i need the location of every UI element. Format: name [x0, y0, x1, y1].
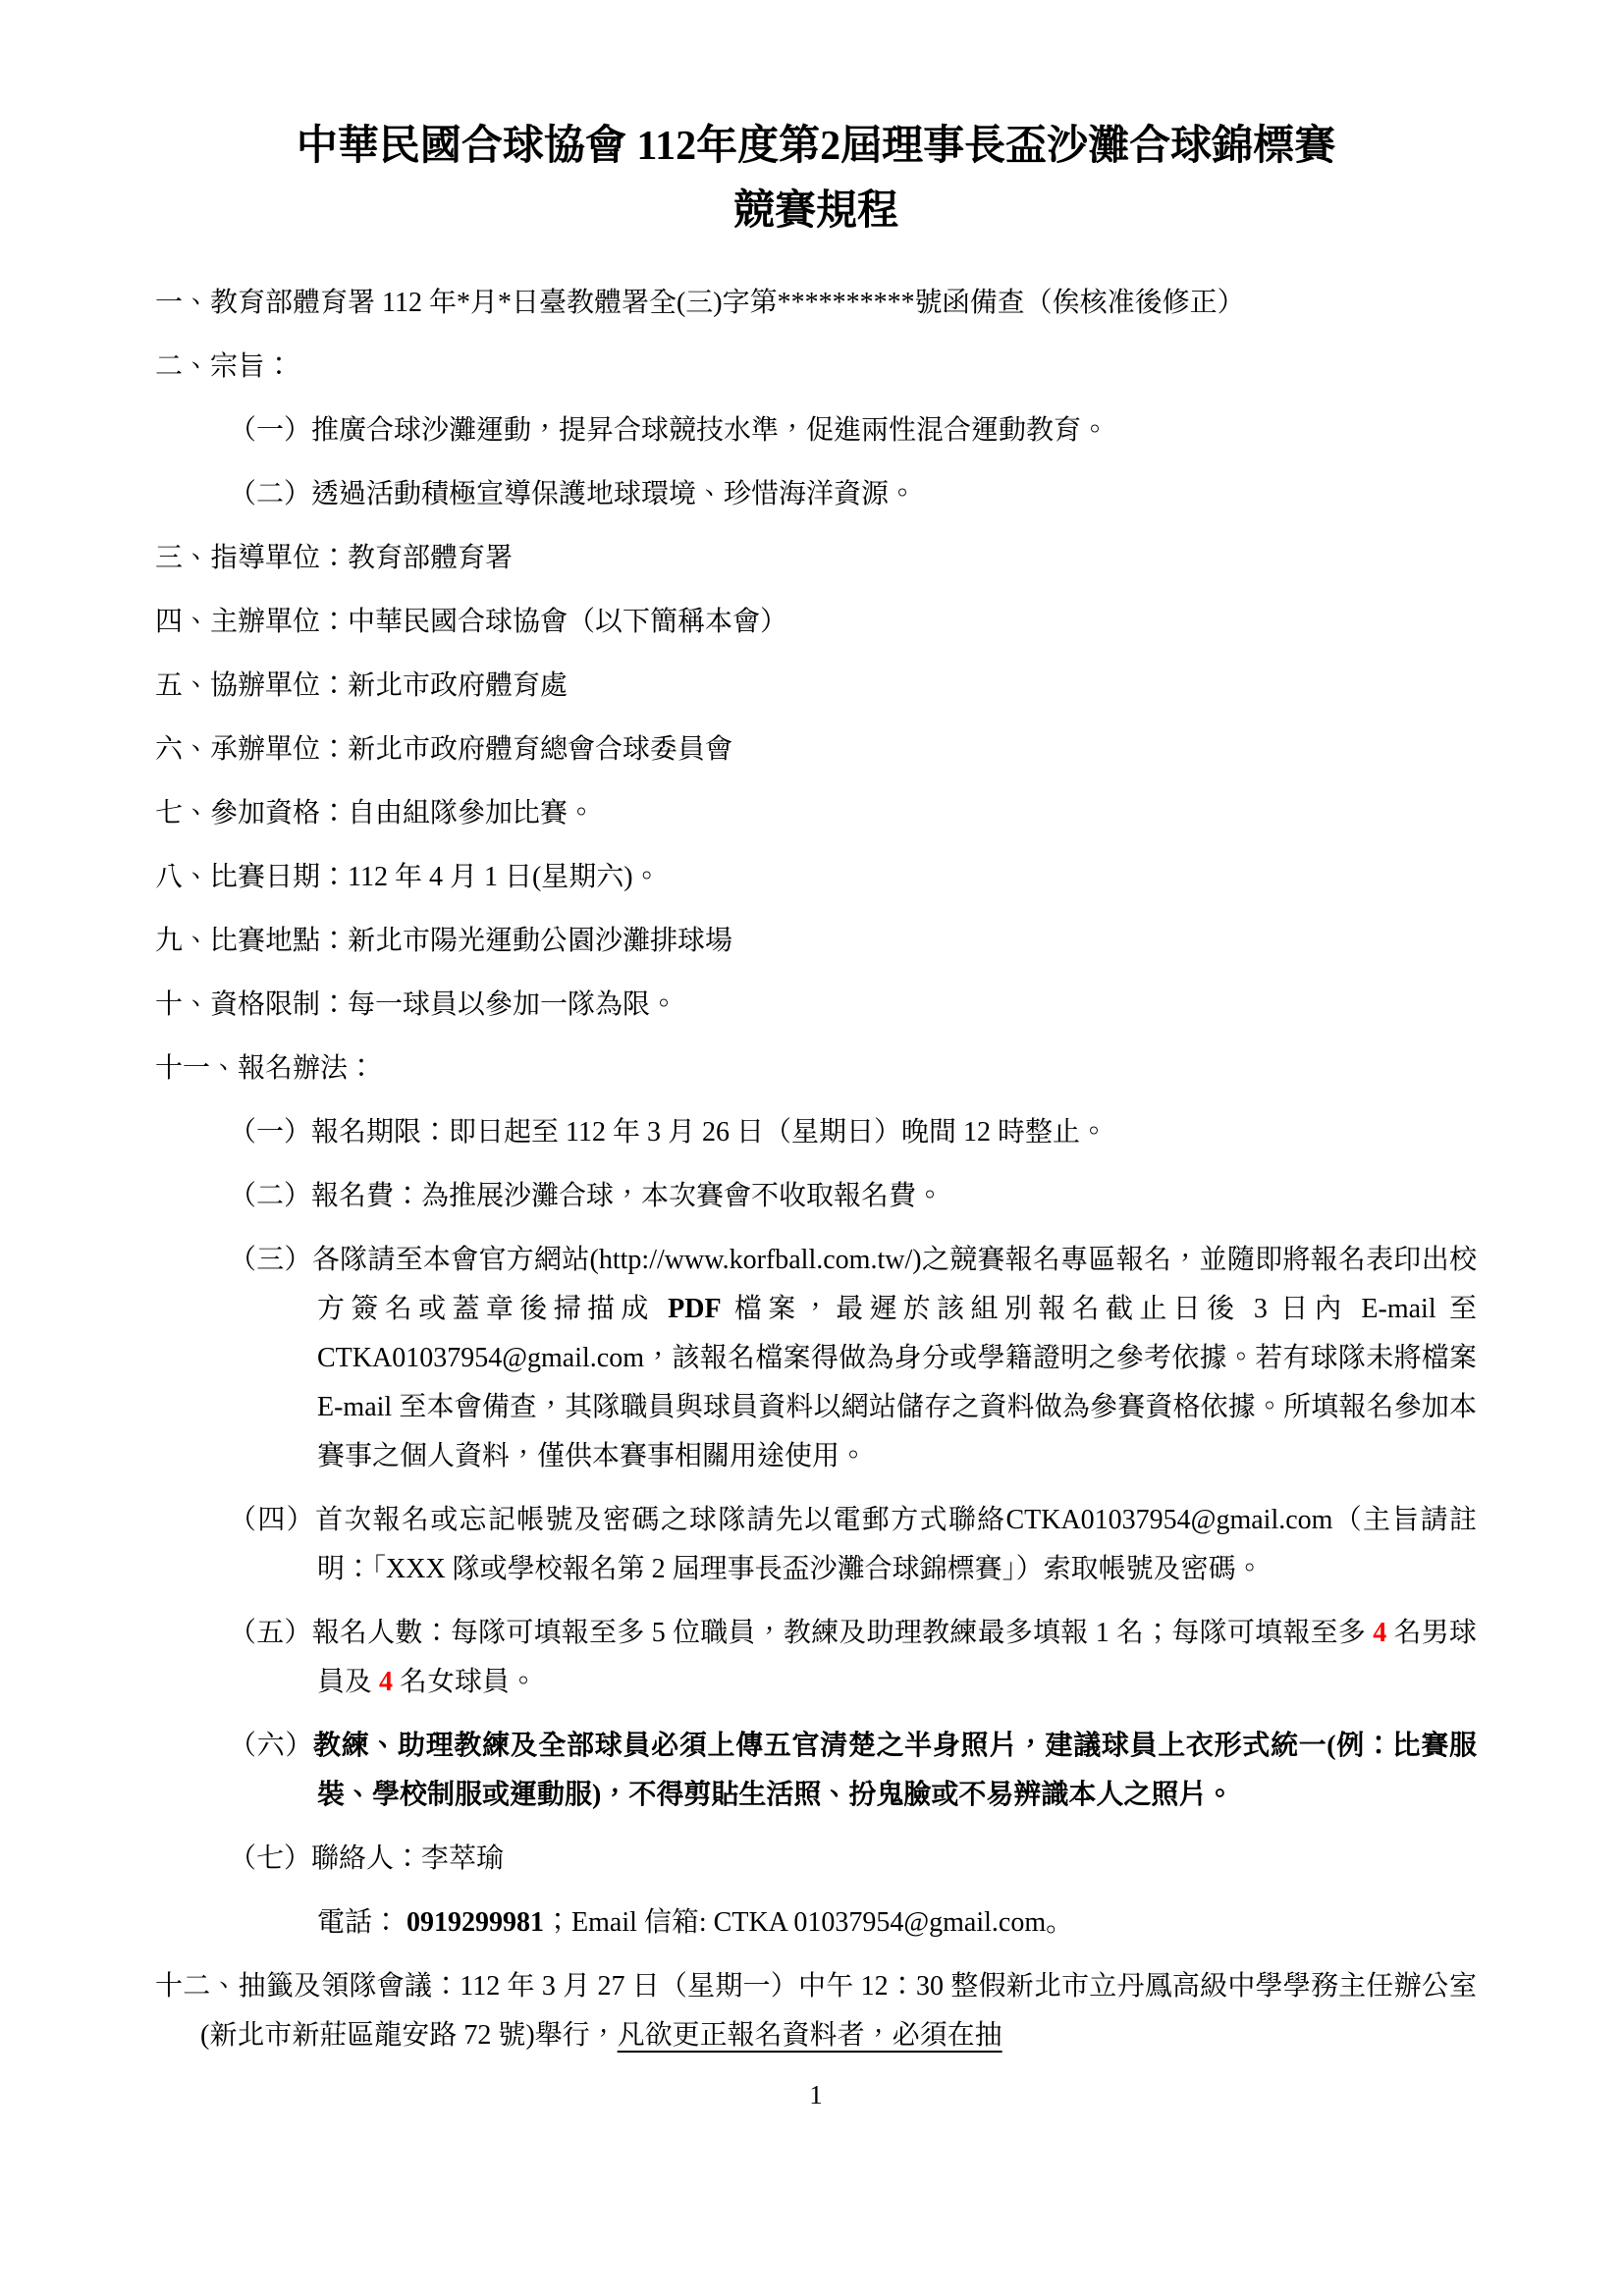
item-8-date: 八、比賽日期：112 年 4 月 1 日(星期六)。 [155, 862, 661, 892]
item-3-advisor: 三、指導單位：教育部體育署 [155, 543, 514, 573]
item-1-approval-note: 一、教育部體育署 112 年*月*日臺教體署全(三)字第**********號函備查（俟核准後修正） [155, 288, 1245, 318]
sub-5-male-count-red: 4 [1373, 1618, 1387, 1648]
sub-5-text-2: 名男球員及 [317, 1618, 1477, 1697]
item-2-sub-1: （一）推廣合球沙灘運動，提昇合球競技水準，促進兩性混合運動教育。 [229, 415, 1110, 446]
phone-number-bold: 0919299981 [406, 1907, 545, 1938]
item-11-sub-1-deadline: （一）報名期限：即日起至 112 年 3 月 26 日（星期日）晚間 12 時整止。 [229, 1117, 1108, 1148]
item-4-organizer: 四、主辦單位：中華民國合球協會（以下簡稱本會） [155, 607, 788, 637]
item-11-sub-6-photo-rule [155, 1722, 1477, 1820]
contact-phone-email-line [155, 1898, 1477, 1948]
sub-5-text-3: 名女球員。 [393, 1667, 538, 1697]
item-11-sub-5-roster-limits [155, 1609, 1477, 1707]
item-7-eligibility: 七、參加資格：自由組隊參加比賽。 [155, 798, 596, 828]
sub-3-text-after-pdf: 檔案，最遲於該組別報名截止日後 3 日內 E-mail 至 CTKA01037954@gmail.com，該報名檔案得做為身分或學籍證明之參考依據。若有球隊未將檔案 E-mail 至本會備查，其隊職員與球員資料以網站儲存之資料做為參賽資格依據。所填報名參加本賽事之個人資料，僅供本賽事相關用途使用。 [317, 1294, 1477, 1471]
sub-6-bold-rule-text: 教練、助理教練及全部球員必須上傳五官清楚之半身照片，建議球員上衣形式統一(例：比賽服裝、學校制服或運動服)，不得剪貼生活照、扮鬼臉或不易辨識本人之照片。 [313, 1731, 1477, 1810]
document-title [155, 114, 1477, 243]
phone-label: 電話： [317, 1907, 407, 1938]
item-2-purpose-heading: 二、宗旨： [155, 351, 294, 382]
item-11-registration-heading: 十一、報名辦法： [155, 1053, 376, 1084]
item-5-co-organizer: 五、協辦單位：新北市政府體育處 [155, 670, 568, 701]
item-10-restriction: 十、資格限制：每一球員以參加一隊為限。 [155, 989, 678, 1020]
sub-5-female-count-red: 4 [379, 1667, 394, 1697]
item-2-sub-2: （二）透過活動積極宣導保護地球環境、珍惜海洋資源。 [229, 479, 917, 509]
contact-email-text: ；Email 信箱: CTKA 01037954@gmail.com。 [544, 1907, 1074, 1938]
title-line-1: 中華民國合球協會 112年度第2屆理事長盃沙灘合球錦標賽 [296, 124, 1336, 169]
item-11-sub-3-website [155, 1236, 1477, 1481]
item-11-sub-2-fee: （二）報名費：為推展沙灘合球，本次賽會不收取報名費。 [229, 1181, 945, 1211]
item-11-sub-7-contact-person: （七）聯絡人：李萃瑜 [229, 1843, 505, 1874]
sub-3-pdf-bold: PDF [668, 1294, 722, 1324]
item-11-sub-4-account-request: （四）首次報名或忘記帳號及密碼之球隊請先以電郵方式聯絡CTKA01037954@gmail.com（主旨請註明：「XXX 隊或學校報名第 2 屆理事長盃沙灘合球錦標賽」）索取帳號及密碼。 [229, 1505, 1477, 1584]
item-9-venue: 九、比賽地點：新北市陽光運動公園沙灘排球場 [155, 926, 733, 956]
page-number: 1 [809, 2080, 823, 2109]
sub-5-text-1: （五）報名人數：每隊可填報至多 5 位職員，教練及助理教練最多填報 1 名；每隊可填報至多 [229, 1618, 1374, 1648]
item-12-text: 十二、抽籤及領隊會議：112 年 3 月 27 日（星期一）中午 12：30 整假新北市立丹鳳高級中學學務主任辦公室(新北市新莊區龍安路 72 號)舉行， [155, 1971, 1477, 2051]
sub-6-marker: （六） [229, 1731, 314, 1761]
item-12-draw-meeting [155, 1962, 1477, 2060]
sub-3-text-before-pdf: （三）各隊請至本會官方網站(http://www.korfball.com.tw/)之競賽報名專區報名，並隨即將報名表印出校方簽名或蓋章後掃描成 [229, 1245, 1477, 1324]
title-line-2: 競賽規程 [732, 188, 898, 234]
item-6-undertaker: 六、承辦單位：新北市政府體育總會合球委員會 [155, 734, 733, 765]
item-12-underlined-warning: 凡欲更正報名資料者，必須在抽 [617, 2020, 1002, 2051]
